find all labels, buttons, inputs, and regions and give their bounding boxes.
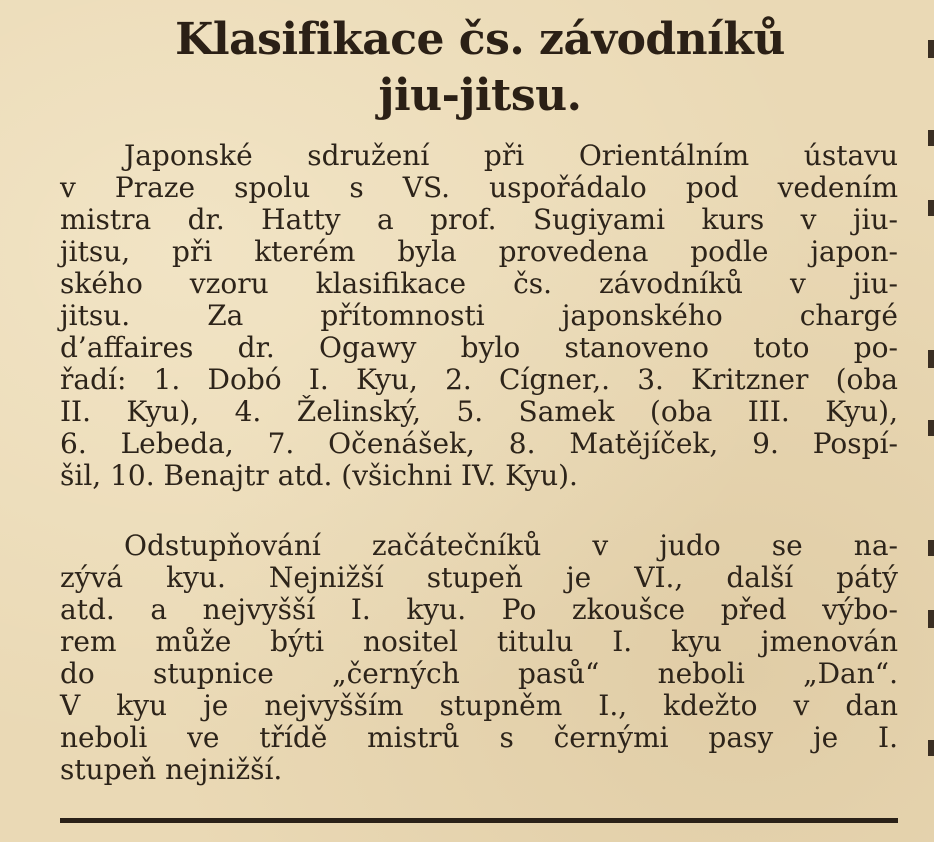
paragraph-1-line: jitsu, při kterém byla provedena podle japon- [60, 235, 898, 268]
paragraph-1-line: Japonské sdružení při Orientálním ústavu [124, 139, 898, 172]
paragraph-2 [60, 530, 898, 786]
edge-mark [928, 740, 934, 756]
paragraph-2-line: zývá kyu. Nejnižší stupeň je VI., další pátý [60, 561, 898, 594]
paragraph-1-line: mistra dr. Hatty a prof. Sugiyami kurs v jiu- [60, 203, 898, 236]
paragraph-1-line: d’affaires dr. Ogawy bylo stanoveno toto po- [60, 331, 898, 364]
headline-line-2: jiu-jitsu. [378, 70, 582, 121]
edge-mark [928, 420, 934, 436]
paragraph-1-line: řadí: 1. Dobó I. Kyu, 2. Cígner,. 3. Kritzner (oba [60, 363, 898, 396]
adjacent-column-edge [926, 0, 934, 842]
paragraph-1-line: 6. Lebeda, 7. Očenášek, 8. Matějíček, 9. Pospí- [60, 427, 898, 460]
edge-mark [928, 200, 934, 216]
paragraph-1-line: jitsu. Za přítomnosti japonského chargé [60, 299, 898, 332]
paragraph-1-line: II. Kyu), 4. Želinský, 5. Samek (oba III. Kyu), [60, 395, 898, 428]
paragraph-1-line: ského vzoru klasifikace čs. závodníků v jiu- [60, 267, 898, 300]
edge-mark [928, 350, 934, 368]
paragraph-2-line: Odstupňování začátečníků v judo se na- [124, 529, 898, 562]
edge-mark [928, 540, 934, 556]
edge-mark [928, 130, 934, 146]
edge-mark [928, 40, 934, 58]
paragraph-1-line: v Praze spolu s VS. uspořádalo pod vedením [60, 171, 898, 204]
column-divider-rule [60, 818, 898, 823]
paragraph-2-line: atd. a nejvyšší I. kyu. Po zkoušce před výbo- [60, 593, 898, 626]
headline-line-1: Klasifikace čs. závodníků [175, 14, 785, 65]
paragraph-2-line: V kyu je nejvyšším stupněm I., kdežto v dan [60, 689, 898, 722]
paragraph-2-line: do stupnice „černých pasů“ neboli „Dan“. [60, 657, 898, 690]
edge-mark [928, 610, 934, 628]
paragraph-2-line: neboli ve třídě mistrů s černými pasy je I. [60, 721, 898, 754]
paragraph-1-line: šil, 10. Benajtr atd. (všichni IV. Kyu). [60, 459, 578, 492]
paragraph-2-line: rem může býti nositel titulu I. kyu jmenován [60, 625, 898, 658]
paragraph-2-line: stupeň nejnižší. [60, 753, 283, 786]
paragraph-1 [60, 140, 898, 492]
